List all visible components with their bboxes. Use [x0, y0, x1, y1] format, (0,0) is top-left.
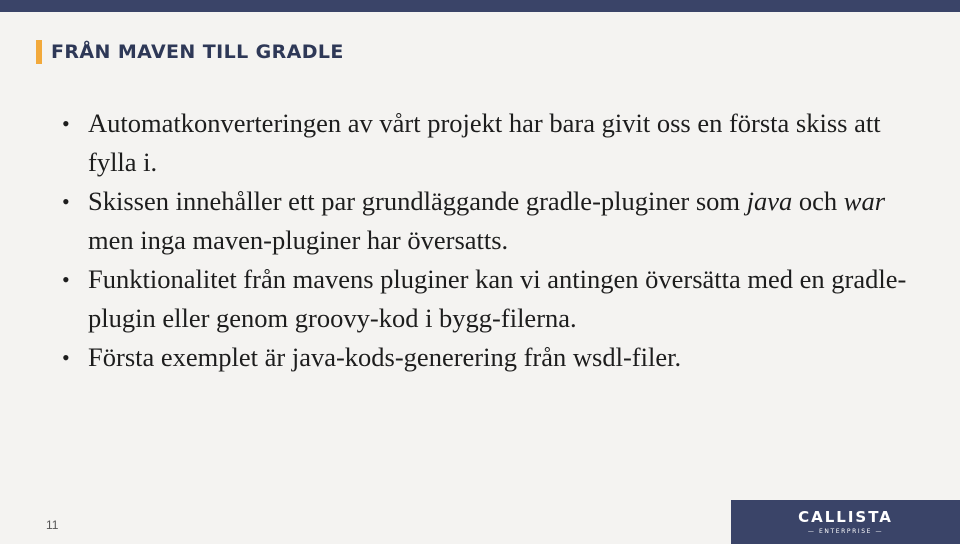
logo-subtext: — ENTERPRISE — — [807, 527, 884, 535]
bullet-item — [58, 182, 918, 260]
slide-title: FRÅN MAVEN TILL GRADLE — [51, 41, 344, 63]
bullet-list — [58, 104, 918, 377]
bullet-text: Första exemplet är java-kods-generering från wsdl-filer. — [88, 342, 682, 372]
logo-text: CALLISTA — [798, 507, 893, 526]
bullet-icon: • — [62, 189, 70, 214]
page-number: 11 — [46, 518, 59, 532]
top-bar — [0, 0, 960, 12]
bullet-text-mid: och — [792, 186, 844, 216]
bullet-item — [58, 338, 918, 377]
bullet-text-pre: Skissen innehåller ett par grundläggande gradle-pluginer som — [88, 186, 747, 216]
bullet-term-java: java — [746, 186, 793, 216]
bullet-icon: • — [62, 345, 70, 370]
bullet-text: Automatkonverteringen av vårt projekt har bara givit oss en första skiss att fylla i. — [88, 108, 881, 177]
bullet-icon: • — [62, 111, 70, 136]
title-accent-bar — [36, 40, 42, 64]
slide-header — [36, 38, 344, 66]
bullet-item — [58, 260, 918, 338]
bullet-text-post: men inga maven-pluginer har översatts. — [88, 225, 509, 255]
bullet-term-war: war — [843, 186, 886, 216]
callista-logo — [731, 500, 960, 544]
bullet-text: Funktionalitet från mavens pluginer kan vi antingen översätta med en gradle-plugin eller genom groovy-kod i bygg-filerna. — [88, 264, 907, 333]
bullet-item — [58, 104, 918, 182]
bullet-icon: • — [62, 267, 70, 292]
